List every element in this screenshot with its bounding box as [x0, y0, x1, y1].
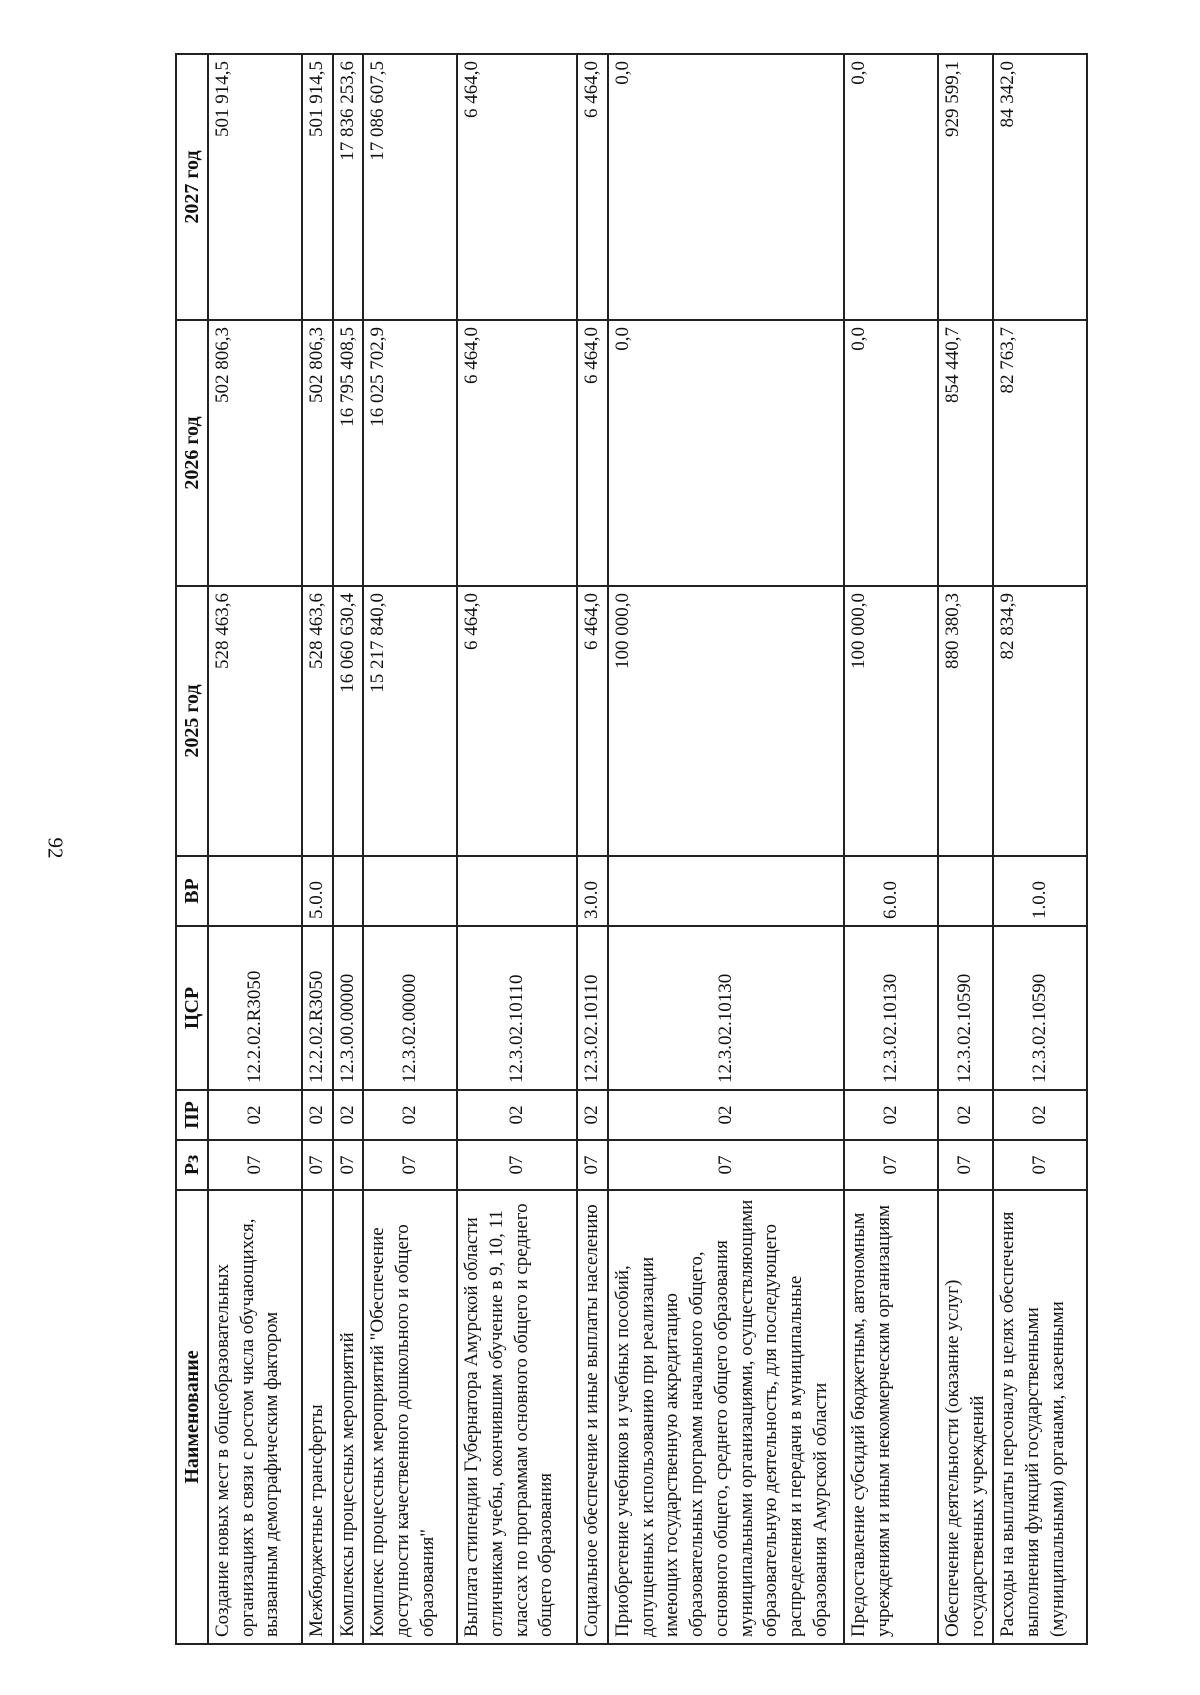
cell-vr — [938, 856, 993, 926]
cell-2026: 854 440,7 — [938, 320, 993, 586]
header-vr: ВР — [176, 856, 208, 926]
budget-table — [175, 53, 1088, 1645]
cell-2026: 502 806,3 — [302, 320, 333, 586]
table-row — [608, 54, 844, 1644]
table-row — [208, 54, 302, 1644]
header-pr: ПР — [176, 1090, 208, 1140]
cell-rz: 07 — [363, 1140, 457, 1190]
cell-2025: 100 000,0 — [608, 586, 844, 856]
cell-2026: 6 464,0 — [577, 320, 608, 586]
cell-vr: 3.0.0 — [577, 856, 608, 926]
cell-2025: 100 000,0 — [844, 586, 938, 856]
cell-pr: 02 — [993, 1090, 1087, 1140]
cell-csr: 12.3.00.00000 — [333, 926, 364, 1090]
cell-2027: 6 464,0 — [457, 54, 577, 320]
cell-2026: 6 464,0 — [457, 320, 577, 586]
table-row — [993, 54, 1087, 1644]
rotated-page-content — [175, 55, 1088, 1645]
cell-csr: 12.3.02.10130 — [608, 926, 844, 1090]
cell-rz: 07 — [208, 1140, 302, 1190]
table-row — [302, 54, 333, 1644]
cell-pr: 02 — [302, 1090, 333, 1140]
cell-2025: 6 464,0 — [577, 586, 608, 856]
cell-name: Расходы на выплаты персоналу в целях обеспечения выполнения функций государственными (муниципальными) органами, казенными — [993, 1190, 1087, 1644]
cell-rz: 07 — [302, 1140, 333, 1190]
table-row — [457, 54, 577, 1644]
cell-csr: 12.3.02.10110 — [577, 926, 608, 1090]
cell-vr — [457, 856, 577, 926]
cell-vr — [208, 856, 302, 926]
header-2027: 2027 год — [176, 54, 208, 320]
cell-pr: 02 — [208, 1090, 302, 1140]
cell-2025: 6 464,0 — [457, 586, 577, 856]
table-row — [844, 54, 938, 1644]
cell-2025: 16 060 630,4 — [333, 586, 364, 856]
cell-rz: 07 — [844, 1140, 938, 1190]
header-csr: ЦСР — [176, 926, 208, 1090]
cell-vr: 1.0.0 — [993, 856, 1087, 926]
cell-pr: 02 — [457, 1090, 577, 1140]
header-row — [176, 54, 208, 1644]
cell-2027: 501 914,5 — [302, 54, 333, 320]
cell-csr: 12.3.02.10590 — [938, 926, 993, 1090]
cell-pr: 02 — [363, 1090, 457, 1140]
cell-2027: 17 086 607,5 — [363, 54, 457, 320]
cell-2025: 15 217 840,0 — [363, 586, 457, 856]
cell-vr — [608, 856, 844, 926]
table-row — [363, 54, 457, 1644]
cell-2026: 16 025 702,9 — [363, 320, 457, 586]
cell-pr: 02 — [577, 1090, 608, 1140]
cell-2027: 501 914,5 — [208, 54, 302, 320]
table-row — [938, 54, 993, 1644]
cell-name: Обеспечение деятельности (оказание услуг) государственных учреждений — [938, 1190, 993, 1644]
cell-name: Создание новых мест в общеобразовательных организациях в связи с ростом числа обучающихся, вызванным демографическим фактором — [208, 1190, 302, 1644]
table-row — [333, 54, 364, 1644]
cell-csr: 12.2.02.R3050 — [302, 926, 333, 1090]
cell-csr: 12.2.02.R3050 — [208, 926, 302, 1090]
header-2025: 2025 год — [176, 586, 208, 856]
table-row — [577, 54, 608, 1644]
cell-2025: 528 463,6 — [208, 586, 302, 856]
cell-pr: 02 — [333, 1090, 364, 1140]
cell-2025: 528 463,6 — [302, 586, 333, 856]
cell-2027: 84 342,0 — [993, 54, 1087, 320]
cell-csr: 12.3.02.10110 — [457, 926, 577, 1090]
cell-2027: 0,0 — [844, 54, 938, 320]
cell-name: Выплата стипендии Губернатора Амурской области отличникам учебы, окончившим обучение в 9, 10, 11 классах по программам основного общего и среднего общего образования — [457, 1190, 577, 1644]
cell-pr: 02 — [938, 1090, 993, 1140]
cell-rz: 07 — [608, 1140, 844, 1190]
cell-name: Межбюджетные трансферты — [302, 1190, 333, 1644]
cell-name: Комплексы процессных мероприятий — [333, 1190, 364, 1644]
cell-rz: 07 — [457, 1140, 577, 1190]
cell-rz: 07 — [333, 1140, 364, 1190]
cell-pr: 02 — [608, 1090, 844, 1140]
cell-csr: 12.3.02.00000 — [363, 926, 457, 1090]
cell-2027: 17 836 253,6 — [333, 54, 364, 320]
header-name: Наименование — [176, 1190, 208, 1644]
cell-2026: 0,0 — [844, 320, 938, 586]
cell-2027: 6 464,0 — [577, 54, 608, 320]
cell-2026: 502 806,3 — [208, 320, 302, 586]
cell-2027: 0,0 — [608, 54, 844, 320]
cell-name: Приобретение учебников и учебных пособий, допущенных к использованию при реализации имеющих государственную аккредитацию образовательных программ начального общего, основного общего, среднего общего образования муниципальными организациями, осуществляющими образовательную деятельность, для последующего распределения и передачи в муниципальные образования Амурской области — [608, 1190, 844, 1644]
header-2026: 2026 год — [176, 320, 208, 586]
cell-2027: 929 599,1 — [938, 54, 993, 320]
cell-name: Предоставление субсидий бюджетным, автономным учреждениям и иным некоммерческим организациям — [844, 1190, 938, 1644]
cell-rz: 07 — [577, 1140, 608, 1190]
cell-csr: 12.3.02.10130 — [844, 926, 938, 1090]
cell-pr: 02 — [844, 1090, 938, 1140]
cell-rz: 07 — [993, 1140, 1087, 1190]
cell-2026: 16 795 408,5 — [333, 320, 364, 586]
cell-2025: 880 380,3 — [938, 586, 993, 856]
cell-vr: 5.0.0 — [302, 856, 333, 926]
cell-name: Социальное обеспечение и иные выплаты населению — [577, 1190, 608, 1644]
cell-2026: 0,0 — [608, 320, 844, 586]
cell-vr: 6.0.0 — [844, 856, 938, 926]
cell-2026: 82 763,7 — [993, 320, 1087, 586]
cell-name: Комплекс процессных мероприятий "Обеспечение доступности качественного дошкольного и общего образования" — [363, 1190, 457, 1644]
page-number: 92 — [43, 837, 68, 859]
header-rz: Рз — [176, 1140, 208, 1190]
cell-2025: 82 834,9 — [993, 586, 1087, 856]
cell-vr — [333, 856, 364, 926]
cell-vr — [363, 856, 457, 926]
cell-rz: 07 — [938, 1140, 993, 1190]
cell-csr: 12.3.02.10590 — [993, 926, 1087, 1090]
